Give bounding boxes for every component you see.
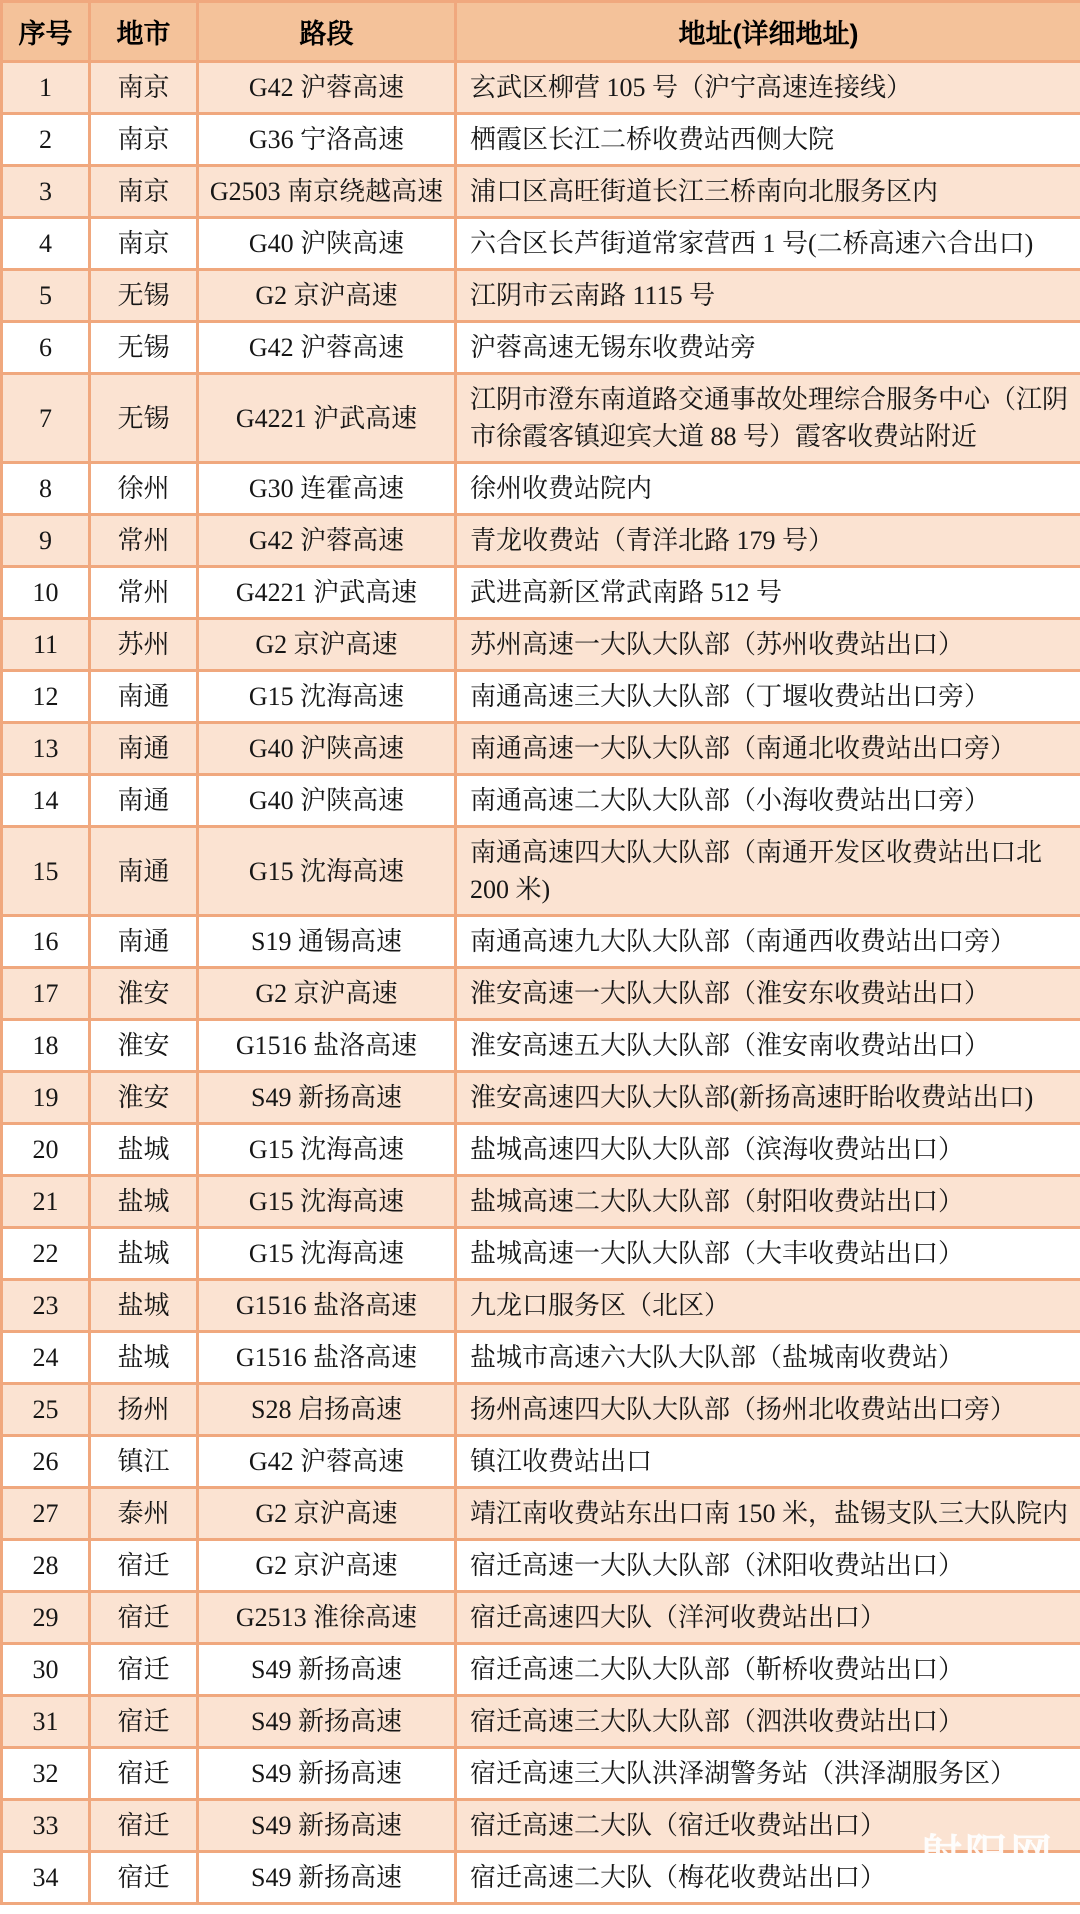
row-index-cell: 29 [2, 1592, 90, 1644]
table-row [2, 567, 1080, 619]
header-row [2, 2, 1080, 62]
row-index-cell: 34 [2, 1852, 90, 1904]
address-cell: 宿迁高速三大队洪泽湖警务站（洪泽湖服务区） [456, 1748, 1080, 1800]
table-row [2, 827, 1080, 916]
address-cell: 南通高速一大队大队部（南通北收费站出口旁） [456, 723, 1080, 775]
address-cell: 武进高新区常武南路 512 号 [456, 567, 1080, 619]
row-index-cell: 25 [2, 1384, 90, 1436]
city-cell: 盐城 [90, 1176, 198, 1228]
row-index-cell: 10 [2, 567, 90, 619]
header-cell-address: 地址(详细地址) [456, 2, 1080, 62]
city-cell: 南通 [90, 827, 198, 916]
address-cell: 沪蓉高速无锡东收费站旁 [456, 322, 1080, 374]
city-cell: 无锡 [90, 270, 198, 322]
table-row [2, 619, 1080, 671]
city-cell: 南京 [90, 218, 198, 270]
row-index-cell: 32 [2, 1748, 90, 1800]
row-index-cell: 21 [2, 1176, 90, 1228]
row-index-cell: 9 [2, 515, 90, 567]
city-cell: 南京 [90, 62, 198, 114]
address-cell: 靖江南收费站东出口南 150 米，盐锡支队三大队院内 [456, 1488, 1080, 1540]
road-cell: G2513 淮徐高速 [198, 1592, 456, 1644]
address-cell: 盐城高速四大队大队部（滨海收费站出口） [456, 1124, 1080, 1176]
address-cell: 苏州高速一大队大队部（苏州收费站出口） [456, 619, 1080, 671]
header-cell-no: 序号 [2, 2, 90, 62]
road-cell: S49 新扬高速 [198, 1852, 456, 1904]
table-row [2, 374, 1080, 463]
road-cell: G30 连霍高速 [198, 463, 456, 515]
address-cell: 淮安高速四大队大队部(新扬高速盱眙收费站出口) [456, 1072, 1080, 1124]
address-cell: 宿迁高速三大队大队部（泗洪收费站出口） [456, 1696, 1080, 1748]
address-cell: 南通高速三大队大队部（丁堰收费站出口旁） [456, 671, 1080, 723]
table-row [2, 1176, 1080, 1228]
row-index-cell: 3 [2, 166, 90, 218]
table-row [2, 218, 1080, 270]
road-cell: S49 新扬高速 [198, 1644, 456, 1696]
city-cell: 宿迁 [90, 1748, 198, 1800]
address-cell: 九龙口服务区（北区） [456, 1280, 1080, 1332]
city-cell: 盐城 [90, 1228, 198, 1280]
city-cell: 淮安 [90, 1020, 198, 1072]
address-cell: 宿迁高速一大队大队部（沭阳收费站出口） [456, 1540, 1080, 1592]
address-cell: 镇江收费站出口 [456, 1436, 1080, 1488]
address-cell: 扬州高速四大队大队部（扬州北收费站出口旁） [456, 1384, 1080, 1436]
road-cell: G2 京沪高速 [198, 1540, 456, 1592]
table-row [2, 1436, 1080, 1488]
row-index-cell: 2 [2, 114, 90, 166]
row-index-cell: 11 [2, 619, 90, 671]
address-cell: 宿迁高速二大队（宿迁收费站出口） [456, 1800, 1080, 1852]
table-row [2, 270, 1080, 322]
table-row [2, 671, 1080, 723]
road-cell: G2 京沪高速 [198, 968, 456, 1020]
table-row [2, 322, 1080, 374]
address-cell: 浦口区高旺街道长江三桥南向北服务区内 [456, 166, 1080, 218]
address-cell: 淮安高速五大队大队部（淮安南收费站出口） [456, 1020, 1080, 1072]
table-row [2, 1072, 1080, 1124]
address-cell: 玄武区柳营 105 号（沪宁高速连接线） [456, 62, 1080, 114]
address-cell: 宿迁高速四大队（洋河收费站出口） [456, 1592, 1080, 1644]
row-index-cell: 1 [2, 62, 90, 114]
road-cell: G1516 盐洛高速 [198, 1020, 456, 1072]
road-cell: G15 沈海高速 [198, 1228, 456, 1280]
road-cell: S49 新扬高速 [198, 1696, 456, 1748]
table-row [2, 723, 1080, 775]
address-cell: 淮安高速一大队大队部（淮安东收费站出口） [456, 968, 1080, 1020]
road-cell: G42 沪蓉高速 [198, 515, 456, 567]
city-cell: 盐城 [90, 1280, 198, 1332]
city-cell: 苏州 [90, 619, 198, 671]
row-index-cell: 7 [2, 374, 90, 463]
table-row [2, 1280, 1080, 1332]
city-cell: 南通 [90, 671, 198, 723]
address-cell: 盐城高速二大队大队部（射阳收费站出口） [456, 1176, 1080, 1228]
table-row [2, 1540, 1080, 1592]
road-cell: G4221 沪武高速 [198, 374, 456, 463]
table-row [2, 1020, 1080, 1072]
row-index-cell: 14 [2, 775, 90, 827]
row-index-cell: 8 [2, 463, 90, 515]
row-index-cell: 23 [2, 1280, 90, 1332]
site-watermark: 射阳网 [920, 1830, 1056, 1879]
city-cell: 常州 [90, 567, 198, 619]
table-header [2, 2, 1080, 62]
road-cell: G2 京沪高速 [198, 619, 456, 671]
table-row [2, 916, 1080, 968]
table-row [2, 114, 1080, 166]
table-row [2, 1228, 1080, 1280]
road-cell: G40 沪陕高速 [198, 218, 456, 270]
row-index-cell: 4 [2, 218, 90, 270]
road-cell: S28 启扬高速 [198, 1384, 456, 1436]
table-row [2, 1852, 1080, 1904]
address-cell: 徐州收费站院内 [456, 463, 1080, 515]
table-row [2, 515, 1080, 567]
city-cell: 宿迁 [90, 1592, 198, 1644]
city-cell: 淮安 [90, 1072, 198, 1124]
road-cell: G4221 沪武高速 [198, 567, 456, 619]
row-index-cell: 13 [2, 723, 90, 775]
table-row [2, 1124, 1080, 1176]
row-index-cell: 5 [2, 270, 90, 322]
address-cell: 宿迁高速二大队大队部（靳桥收费站出口） [456, 1644, 1080, 1696]
address-cell: 青龙收费站（青洋北路 179 号） [456, 515, 1080, 567]
city-cell: 南通 [90, 916, 198, 968]
city-cell: 徐州 [90, 463, 198, 515]
address-cell: 六合区长芦街道常家营西 1 号(二桥高速六合出口) [456, 218, 1080, 270]
road-cell: G15 沈海高速 [198, 671, 456, 723]
road-cell: G1516 盐洛高速 [198, 1280, 456, 1332]
row-index-cell: 28 [2, 1540, 90, 1592]
row-index-cell: 30 [2, 1644, 90, 1696]
row-index-cell: 18 [2, 1020, 90, 1072]
table-row [2, 1592, 1080, 1644]
city-cell: 扬州 [90, 1384, 198, 1436]
road-cell: G42 沪蓉高速 [198, 1436, 456, 1488]
city-cell: 南京 [90, 114, 198, 166]
city-cell: 无锡 [90, 322, 198, 374]
header-cell-road: 路段 [198, 2, 456, 62]
table-row [2, 1748, 1080, 1800]
table-row [2, 1384, 1080, 1436]
city-cell: 南京 [90, 166, 198, 218]
header-cell-city: 地市 [90, 2, 198, 62]
city-cell: 宿迁 [90, 1540, 198, 1592]
address-cell: 盐城高速一大队大队部（大丰收费站出口） [456, 1228, 1080, 1280]
road-cell: G36 宁洛高速 [198, 114, 456, 166]
road-cell: S49 新扬高速 [198, 1800, 456, 1852]
city-cell: 淮安 [90, 968, 198, 1020]
road-cell: G42 沪蓉高速 [198, 62, 456, 114]
row-index-cell: 19 [2, 1072, 90, 1124]
row-index-cell: 15 [2, 827, 90, 916]
table-row [2, 775, 1080, 827]
city-cell: 南通 [90, 723, 198, 775]
table-body [2, 62, 1080, 1904]
city-cell: 无锡 [90, 374, 198, 463]
table-row [2, 968, 1080, 1020]
row-index-cell: 17 [2, 968, 90, 1020]
row-index-cell: 16 [2, 916, 90, 968]
row-index-cell: 12 [2, 671, 90, 723]
city-cell: 盐城 [90, 1332, 198, 1384]
road-cell: S49 新扬高速 [198, 1072, 456, 1124]
city-cell: 宿迁 [90, 1696, 198, 1748]
city-cell: 盐城 [90, 1124, 198, 1176]
road-cell: G2 京沪高速 [198, 1488, 456, 1540]
table-row [2, 1696, 1080, 1748]
road-cell: G40 沪陕高速 [198, 775, 456, 827]
row-index-cell: 6 [2, 322, 90, 374]
table-row [2, 62, 1080, 114]
row-index-cell: 22 [2, 1228, 90, 1280]
address-cell: 宿迁高速二大队（梅花收费站出口） [456, 1852, 1080, 1904]
table-row [2, 1644, 1080, 1696]
road-cell: G15 沈海高速 [198, 1124, 456, 1176]
road-cell: G15 沈海高速 [198, 827, 456, 916]
road-cell: G15 沈海高速 [198, 1176, 456, 1228]
address-cell: 栖霞区长江二桥收费站西侧大院 [456, 114, 1080, 166]
road-cell: S49 新扬高速 [198, 1748, 456, 1800]
city-cell: 宿迁 [90, 1852, 198, 1904]
city-cell: 南通 [90, 775, 198, 827]
table-row [2, 166, 1080, 218]
road-cell: G40 沪陕高速 [198, 723, 456, 775]
row-index-cell: 27 [2, 1488, 90, 1540]
city-cell: 泰州 [90, 1488, 198, 1540]
road-cell: S19 通锡高速 [198, 916, 456, 968]
row-index-cell: 31 [2, 1696, 90, 1748]
row-index-cell: 20 [2, 1124, 90, 1176]
table-row [2, 1488, 1080, 1540]
road-cell: G2 京沪高速 [198, 270, 456, 322]
city-cell: 常州 [90, 515, 198, 567]
table-row [2, 1800, 1080, 1852]
table-row [2, 1332, 1080, 1384]
row-index-cell: 33 [2, 1800, 90, 1852]
city-cell: 宿迁 [90, 1800, 198, 1852]
address-cell: 盐城市高速六大队大队部（盐城南收费站） [456, 1332, 1080, 1384]
road-cell: G2503 南京绕越高速 [198, 166, 456, 218]
table-row [2, 463, 1080, 515]
row-index-cell: 26 [2, 1436, 90, 1488]
address-cell: 江阴市云南路 1115 号 [456, 270, 1080, 322]
address-cell: 南通高速四大队大队部（南通开发区收费站出口北 200 米) [456, 827, 1080, 916]
row-index-cell: 24 [2, 1332, 90, 1384]
address-cell: 江阴市澄东南道路交通事故处理综合服务中心（江阴市徐霞客镇迎宾大道 88 号）霞客收费站附近 [456, 374, 1080, 463]
address-cell: 南通高速九大队大队部（南通西收费站出口旁） [456, 916, 1080, 968]
road-cell: G42 沪蓉高速 [198, 322, 456, 374]
road-cell: G1516 盐洛高速 [198, 1332, 456, 1384]
city-cell: 宿迁 [90, 1644, 198, 1696]
address-cell: 南通高速二大队大队部（小海收费站出口旁） [456, 775, 1080, 827]
city-cell: 镇江 [90, 1436, 198, 1488]
